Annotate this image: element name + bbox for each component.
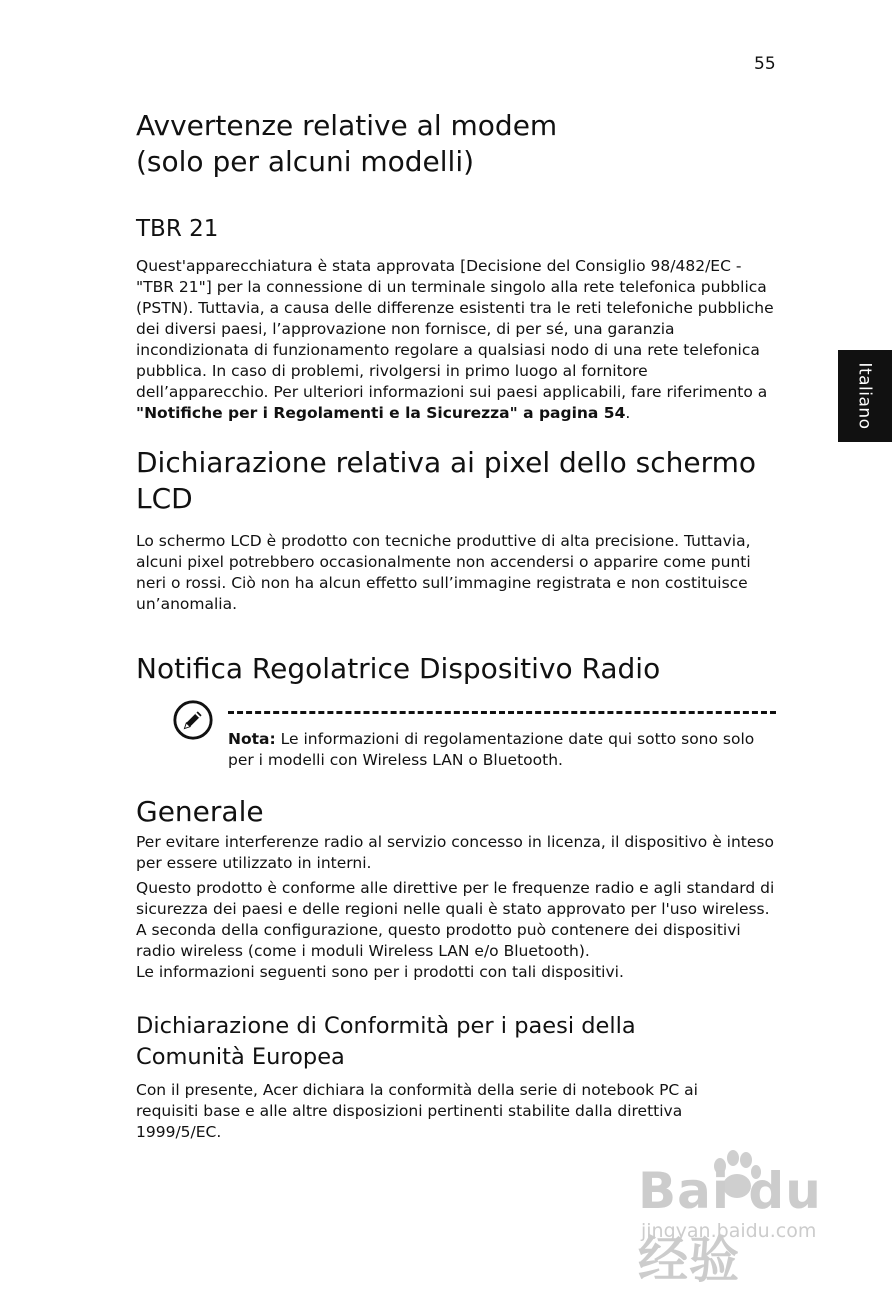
tbr21-text: Quest'apparecchiatura è stata approvata [Decisione del Consiglio 98/482/EC - "TBR 21"] per la connessione di un terminale singolo alla rete telefonica pubblica (PSTN). Tuttavia, a causa delle differenze esistenti tra le reti telefoniche pubbliche dei diversi paesi, l’approvazione non fornisce, di per sé, una garanzia incondizionata di funzionamento regolare a qualsiasi nodo di una rete telefonica pubblica. In caso di problemi, rivolgersi in primo luogo al fornitore dell’apparecchio. Per ulteriori informazioni sui paesi applicabili, fare riferimento a xyxy=(136,257,774,401)
watermark xyxy=(638,1150,888,1289)
radio-heading: Notifica Regolatrice Dispositivo Radio xyxy=(136,652,661,685)
note-text: Le informazioni di regolamentazione date qui sotto sono solo per i modelli con Wireless LAN o Bluetooth. xyxy=(228,730,755,769)
note-label: Nota: xyxy=(228,730,276,748)
page-content xyxy=(136,108,776,1143)
regulations-reference: "Notifiche per i Regolamenti e la Sicurezza" a pagina 54 xyxy=(136,404,626,422)
general-paragraph-1: Per evitare interferenze radio al servizio concesso in licenza, il dispositivo è inteso per essere utilizzato in interni. xyxy=(136,833,774,872)
language-tab-label: Italiano xyxy=(855,362,876,430)
note-pen-icon xyxy=(172,698,214,742)
eu-conformity-heading: Dichiarazione di Conformità per i paesi della Comunità Europea xyxy=(136,1013,636,1070)
general-paragraph-2: Questo prodotto è conforme alle direttive per le frequenze radio e agli standard di sicurezza dei paesi e delle regioni nelle quali è stato approvato per l'uso wireless. A seconda della configurazione, questo prodotto può contenere dei dispositivi radio wireless (come i moduli Wireless LAN e/o Bluetooth). xyxy=(136,879,775,960)
tbr21-heading: TBR 21 xyxy=(136,216,219,242)
note-box xyxy=(172,701,776,771)
watermark-logo: Bai du 经验 xyxy=(638,1162,822,1289)
modem-heading: Avvertenze relative al modem (solo per alcuni modelli) xyxy=(136,109,558,178)
note-divider xyxy=(228,711,776,714)
tbr21-end: . xyxy=(625,404,631,422)
lcd-paragraph: Lo schermo LCD è prodotto con tecniche produttive di alta precisione. Tuttavia, alcuni pixel potrebbero occasionalmente non accendersi o apparire come punti neri o rossi. Ciò non ha alcun effetto sull’immagine registrata e non costituisce un’anomalia. xyxy=(136,532,751,613)
page-number: 55 xyxy=(754,54,776,74)
language-tab xyxy=(838,350,892,442)
watermark-url: jingyan.baidu.com xyxy=(641,1220,817,1242)
lcd-heading: Dichiarazione relativa ai pixel dello schermo LCD xyxy=(136,446,756,515)
eu-conformity-paragraph: Con il presente, Acer dichiara la conformità della serie di notebook PC ai requisiti base e alle altre disposizioni pertinenti stabilite dalla direttiva 1999/5/EC. xyxy=(136,1081,698,1141)
tbr21-paragraph xyxy=(136,256,776,424)
note-paragraph xyxy=(228,729,776,771)
general-heading: Generale xyxy=(136,795,264,828)
note-body xyxy=(228,701,776,771)
general-paragraph-3: Le informazioni seguenti sono per i prodotti con tali dispositivi. xyxy=(136,963,624,981)
